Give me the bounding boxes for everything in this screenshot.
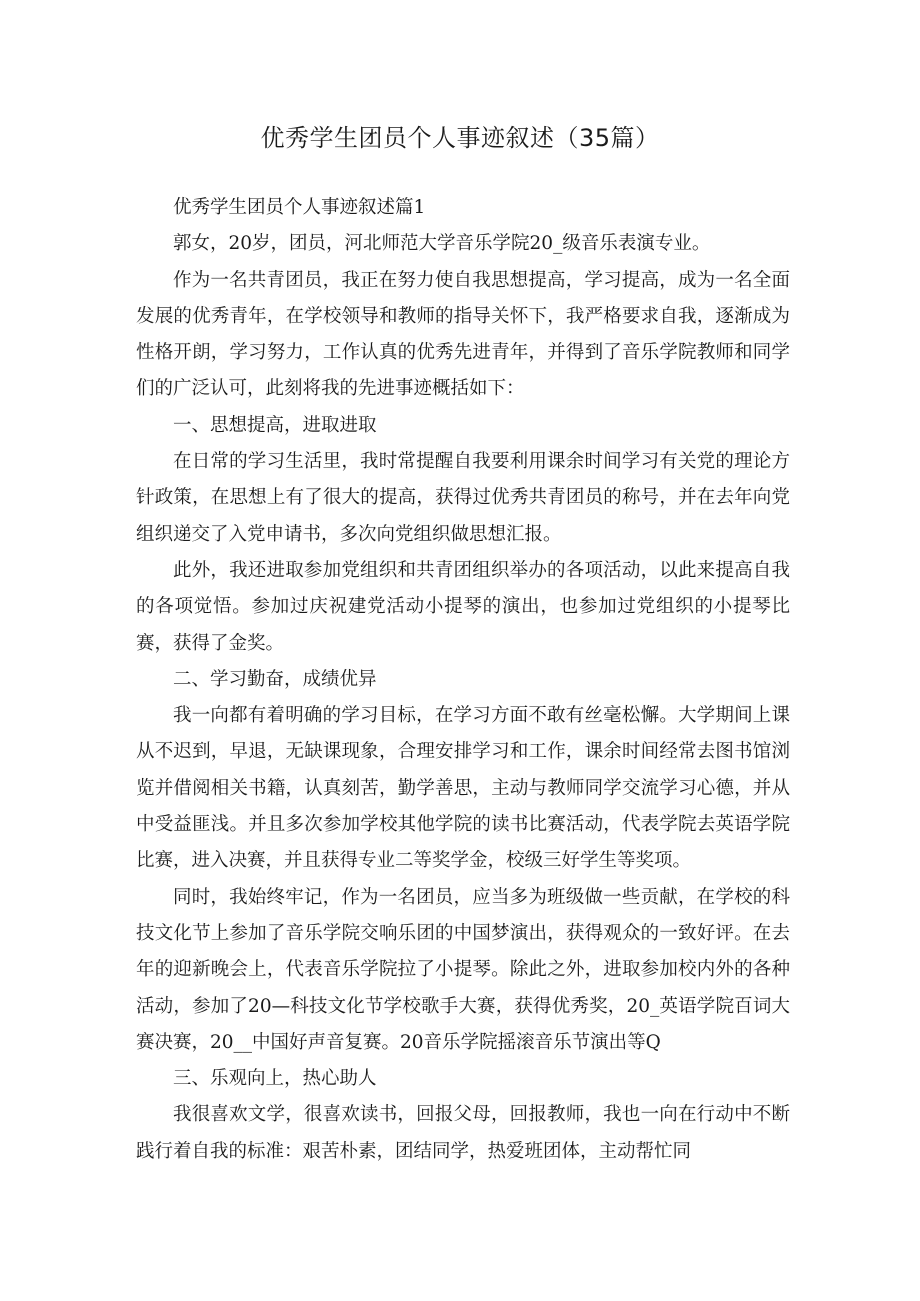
paragraph: 我一向都有着明确的学习目标，在学习方面不敢有丝毫松懈。大学期间上课从不迟到，早退，无缺课现象，合理安排学习和工作，课余时间经常去图书馆浏览并借阅相关书籍，认真刻苦，勤学善思，主动与教师同学交流学习心德，并从中受益匪浅。并且多次参加学校其他学院的读书比赛活动，代表学院去英语学院比赛，进入决赛，并且获得专业二等奖学金，校级三好学生等奖项。	[136, 705, 790, 872]
paragraph: 此外，我还进取参加党组织和共青团组织举办的各项活动，以此来提高自我的各项觉悟。参加过庆祝建党活动小提琴的演出，也参加过党组织的小提琴比赛，获得了金奖。	[136, 559, 790, 654]
paragraph: 郭女，20岁，团员，河北师范大学音乐学院20_级音乐表演专业。	[173, 233, 711, 255]
section-title: 优秀学生团员个人事迹叙述篇1	[173, 197, 426, 218]
paragraph: 同时，我始终牢记，作为一名团员，应当多为班级做一些贡献，在学校的科技文化节上参加了音乐学院交响乐团的中国梦演出，获得观众的一致好评。在去年的迎新晚会上，代表音乐学院拉了小提琴。除此之外，进取参加校内外的各种活动，参加了20—科技文化节学校歌手大赛，获得优秀奖，20_英语学院百词大赛决赛，20__中国好声音复赛。20音乐学院摇滚音乐节演出等Q	[136, 886, 790, 1053]
section-heading: 三、乐观向上，热心助人	[173, 1068, 377, 1090]
document-body	[136, 190, 790, 1170]
document-title: 优秀学生团员个人事迹叙述（35篇）	[260, 124, 660, 152]
paragraph: 作为一名共青团员，我正在努力使自我思想提高，学习提高，成为一名全面发展的优秀青年，在学校领导和教师的指导关怀下，我严格要求自我，逐渐成为性格开朗，学习努力，工作认真的优秀先进青年，并得到了音乐学院教师和同学们的广泛认可，此刻将我的先进事迹概括如下：	[136, 269, 790, 400]
section-heading: 一、思想提高，进取进取	[173, 414, 377, 436]
paragraph: 在日常的学习生活里，我时常提醒自我要利用课余时间学习有关党的理论方针政策，在思想上有了很大的提高，获得过优秀共青团员的称号，并在去年向党组织递交了入党申请书，多次向党组织做思想汇报。	[136, 451, 790, 545]
section-heading: 二、学习勤奋，成绩优异	[173, 668, 377, 690]
paragraph: 我很喜欢文学，很喜欢读书，回报父母，回报教师，我也一向在行动中不断践行着自我的标准：艰苦朴素，团结同学，热爱班团体，主动帮忙同	[136, 1104, 790, 1162]
